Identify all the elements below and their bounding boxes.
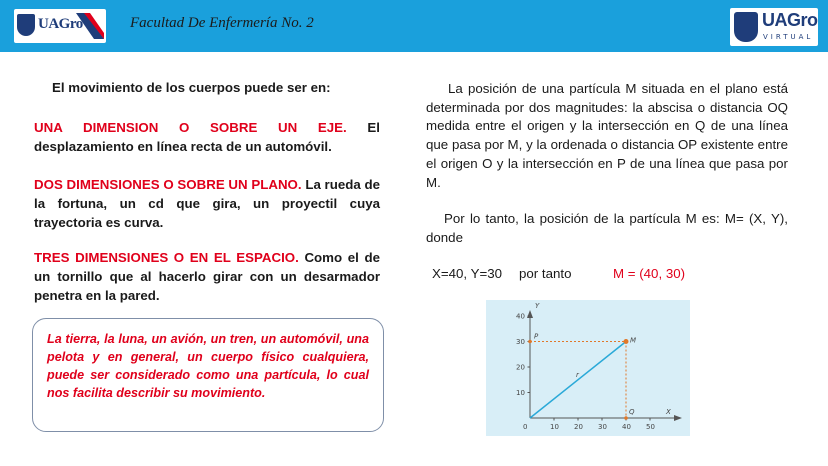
faculty-title: Facultad De Enfermería No. 2 (130, 15, 314, 31)
item-one-dimension (34, 118, 380, 156)
position-graph (486, 300, 690, 436)
logo-left-text: UAGro (38, 16, 83, 32)
point-q-label: Q (629, 408, 635, 416)
position-paragraph: La posición de una partícula M situada en el plano está determinada por dos magnitudes: la abscisa o distancia OQ medida entre el origen y la intersección en Q de una línea que pasa por M, y la ordenada o distancia OP existente entre el origen O y la intersección en P de una línea que pasa por M. (426, 81, 788, 190)
y-tick-label: 40 (516, 312, 525, 321)
vector-label: r (576, 370, 579, 379)
point-m-label: M (630, 336, 637, 345)
logo-right-text: UAGro (762, 10, 818, 30)
x-axis-label: X (666, 408, 671, 416)
item-heading: TRES DIMENSIONES O EN EL ESPACIO. (34, 250, 299, 265)
item-text: La rueda de la fortuna, un cd que gira, un proyectil cuya trayectoria es curva. (34, 177, 381, 230)
item-text: El desplazamiento en línea recta de un automóvil. (34, 120, 380, 154)
result-coordinate: M = (40, 30) (613, 266, 686, 281)
particle-callout-box (32, 318, 384, 432)
y-tick-label: 10 (516, 389, 525, 397)
callout-text: La tierra, la luna, un avión, un tren, un automóvil, una pelota y en general, un cuerpo físico cualquiera, puede ser considerado como una partícula, lo cual nos facilita describir su movimiento. (47, 332, 369, 400)
origin-label: 0 (523, 423, 528, 431)
x-tick-label: 50 (646, 423, 655, 431)
item-two-dimensions (34, 175, 380, 232)
coordinate-values: X=40, Y=30 (432, 266, 502, 281)
item-heading: UNA DIMENSION O SOBRE UN EJE. (34, 120, 347, 135)
x-tick-label: 20 (574, 423, 583, 431)
intro-heading: El movimiento de los cuerpos puede ser en: (52, 80, 331, 95)
uagro-virtual-logo (730, 8, 818, 46)
position-summary: Por lo tanto, la posición de la partícula M es: M= (X, Y), donde (426, 211, 788, 245)
shield-icon (17, 14, 35, 36)
point-p-marker (528, 340, 532, 344)
shield-icon (734, 12, 758, 42)
x-tick-label: 40 (622, 423, 631, 431)
swoosh-icon (76, 11, 104, 41)
y-tick-label: 20 (516, 363, 525, 372)
item-heading: DOS DIMENSIONES O SOBRE UN PLANO. (34, 177, 302, 192)
item-three-dimensions (34, 248, 380, 305)
point-q-marker (624, 416, 628, 420)
por-tanto-text: por tanto (519, 266, 572, 281)
x-tick-label: 10 (550, 423, 559, 431)
item-text: Como el de un tornillo que al hacerlo girar con un desarmador penetra en la pared. (34, 250, 380, 303)
uagro-logo-left (14, 9, 106, 43)
y-tick-label: 30 (516, 338, 525, 346)
point-p-label: P (534, 332, 539, 341)
x-tick-label: 30 (598, 423, 607, 431)
header-bar (0, 0, 828, 52)
logo-right-sub: VIRTUAL (763, 33, 814, 41)
y-axis-label: Y (535, 302, 540, 310)
point-m-marker (624, 339, 629, 344)
